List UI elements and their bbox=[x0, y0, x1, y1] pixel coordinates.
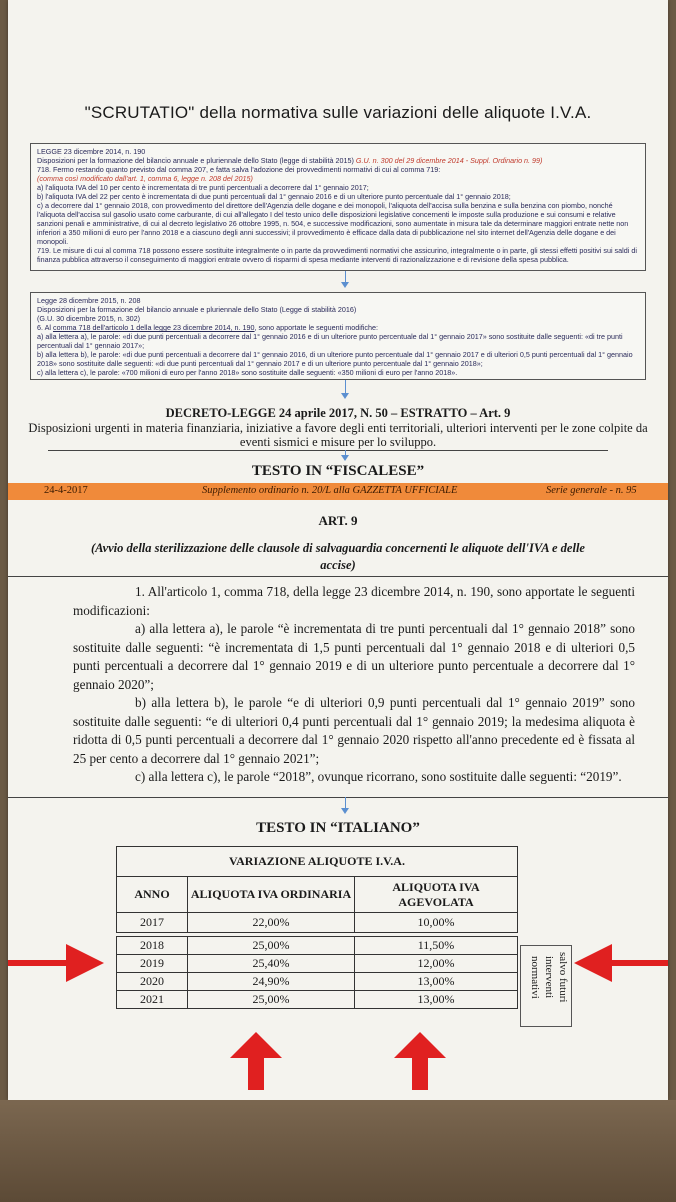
art-heading: ART. 9 bbox=[318, 513, 358, 528]
legge-2014-line7: 719. Le misure di cui al comma 718 possono essere sostituite integralmente o in parte da provvedimenti normativi che assicurino, integralmente o in parte, gli stessi effetti positivi sui saldi di finanza pubblica attraverso il conseguimento di maggiori entrate ovvero di risparmi di spesa mediante interventi di razionalizzazione e di revisione della spesa pubblica. bbox=[37, 246, 637, 264]
connector-4-arrow-icon bbox=[341, 808, 349, 814]
legal-p1: 1. All'articolo 1, comma 718, della legge 23 dicembre 2014, n. 190, sono apportate le seguenti modificazioni: bbox=[73, 584, 635, 618]
red-arrow-right-icon bbox=[8, 938, 108, 988]
red-arrow-up-left-icon bbox=[226, 1030, 286, 1090]
connector-2-arrow-icon bbox=[341, 393, 349, 399]
side-note-line3: normativi bbox=[529, 956, 541, 999]
table-row: 2017 22,00% 10,00% bbox=[117, 913, 518, 933]
table-row: 2021 25,00% 13,00% bbox=[117, 991, 518, 1009]
table-row: 2019 25,40% 12,00% bbox=[117, 955, 518, 973]
legge-2014-line3: (comma così modificato dall'art. 1, comma 6, legge n. 208 del 2015) bbox=[37, 174, 253, 183]
legge-2014-box bbox=[30, 143, 646, 271]
legge-2015-header: Legge 28 dicembre 2015, n. 208 bbox=[37, 296, 141, 305]
gazzetta-date: 24-4-2017 bbox=[44, 485, 88, 496]
table-title: VARIAZIONE ALIQUOTE I.V.A. bbox=[117, 847, 518, 877]
decreto-subtitle: Disposizioni urgenti in materia finanziaria, iniziative a favore degli enti territoriali, ulteriori interventi per le zone colpite da eventi sismici e misure per lo sviluppo. bbox=[28, 421, 648, 449]
col-ordinaria: ALIQUOTA IVA ORDINARIA bbox=[188, 877, 355, 913]
document-title: "SCRUTATIO" della normativa sulle variazioni delle aliquote I.V.A. bbox=[84, 103, 592, 122]
legal-divider bbox=[8, 797, 668, 798]
iva-table-body bbox=[116, 936, 518, 1009]
legge-2015-line1: Disposizioni per la formazione del bilancio annuale e pluriennale dello Stato (Legge di stabilità 2016) bbox=[37, 305, 357, 314]
decreto-heading: DECRETO-LEGGE 24 aprile 2017, N. 50 – ESTRATTO – Art. 9 bbox=[165, 406, 511, 420]
avvio-divider bbox=[8, 576, 668, 577]
legge-2014-line4: a) l'aliquota IVA del 10 per cento è incrementata di tre punti percentuali a decorrere dal 1° gennaio 2017; bbox=[37, 183, 369, 192]
legge-2015-box bbox=[30, 292, 646, 380]
legge-2015-link[interactable]: comma 718 dell'articolo 1 della legge 23 dicembre 2014, n. 190 bbox=[52, 323, 255, 332]
italiano-heading: TESTO IN “ITALIANO” bbox=[256, 820, 420, 836]
legge-2014-line5: b) l'aliquota IVA del 22 per cento è incrementata di due punti percentuali dal 1° gennaio 2016 e di un ulteriore punto percentuale dal 1° gennaio 2018; bbox=[37, 192, 511, 201]
side-note bbox=[520, 945, 572, 1027]
legge-2015-line5: b) alla lettera b), le parole: «di due punti percentuali a decorrere dal 1° gennaio 2016, di un ulteriore punto percentuale dal 1° gennaio 2017 e di ulteriori 0,5 punti percentuali dal 1° gennaio 2018» sono sostituite dalle seguenti: «di due punti percentuali dal 1° gennaio 2017 e di un ulteriore punto percentuale dal 1° gennaio 2018»; bbox=[37, 350, 633, 368]
legge-2014-header: LEGGE 23 dicembre 2014, n. 190 bbox=[37, 147, 146, 156]
gazzetta-right: Serie generale - n. 95 bbox=[546, 485, 637, 496]
connector-3-arrow-icon bbox=[341, 455, 349, 461]
col-anno: ANNO bbox=[117, 877, 188, 913]
document-page bbox=[8, 0, 668, 1100]
legge-2015-line4: a) alla lettera a), le parole: «di due punti percentuali a decorrere dal 1° gennaio 2016 e di un ulteriore punto percentuale dal 1° gennaio 2017» sono sostituite dalle seguenti: «di tre punti percentuali dal 1° gennaio 2017»; bbox=[37, 332, 623, 350]
col-agevolata: ALIQUOTA IVA AGEVOLATA bbox=[355, 877, 518, 913]
decreto-divider bbox=[48, 450, 608, 451]
legge-2014-line6: c) a decorrere dal 1° gennaio 2018, con provvedimento del direttore dell'Agenzia delle dogane e dei monopoli, l'aliquota dell'accisa sulla benzina e sulla benzina con piombo, nonché l'aliquota dell'accisa sul gasolio usato come carburante, di cui all'allegato I del testo unico delle disposizioni legislative concernenti le imposte sulla produzione e sui consumi e relative sanzioni penali e amministrative, di cui al decreto legislativo 26 ottobre 1995, n. 504, e successive modificazioni, sono aumentate in misura tale da determinare maggiori entrate nette non inferiori a 350 milioni di euro per l'anno 2018 e a ciascuno degli anni successivi; il provvedimento è efficace dalla data di pubblicazione nel sito internet dell'Agenzia delle dogane e dei monopoli. bbox=[37, 201, 629, 246]
legge-2015-line6: c) alla lettera c), le parole: «700 milioni di euro per l'anno 2018» sono sostituite dalle seguenti: «350 milioni di euro per l'anno 2018». bbox=[37, 368, 458, 377]
legge-2014-line2: 718. Fermo restando quanto previsto dal comma 207, e fatta salva l'adozione dei provvedimenti normativi di cui al comma 719: bbox=[37, 165, 441, 174]
red-arrow-left-icon bbox=[572, 938, 668, 988]
table-row: 2018 25,00% 11,50% bbox=[117, 937, 518, 955]
legal-p3: b) alla lettera b), le parole “e di ulteriori 0,9 punti percentuali dal 1° gennaio 2019” sono sostituite dalle seguenti: “e di ulteriori 0,4 punti percentuali dal 1° gennaio 2019; la medesima aliquota è ridotta di 0,5 punti percentuali a decorrere dal 1° gennaio 2020 rispetto all'anno precedente ed è fissata al 25 per cento a decorrere dal 1° gennaio 2021”; bbox=[73, 695, 635, 766]
legal-text bbox=[73, 583, 635, 787]
connector-1-arrow-icon bbox=[341, 282, 349, 288]
side-note-line1: salvo futuri bbox=[557, 952, 569, 1003]
legal-p2: a) alla lettera a), le parole “è incrementata di tre punti percentuali dal 1° gennaio 2018” sono sostituite dalle seguenti: “è incrementata di 1,5 punti percentuali dal 1° gennaio 2018 e di ulteriori 0,5 punti percentuali a decorrere dal 1° gennaio 2019 e di un ulteriore punto percentuale a decorrere dal 1° gennaio 2020”; bbox=[73, 621, 635, 692]
gazzetta-center: Supplemento ordinario n. 20/L alla GAZZETTA UFFICIALE bbox=[202, 485, 458, 496]
iva-table-header bbox=[116, 846, 518, 933]
red-arrow-up-right-icon bbox=[390, 1030, 450, 1090]
side-note-line2: interventi bbox=[543, 956, 555, 999]
gazzetta-bar bbox=[8, 483, 668, 500]
avvio-heading: (Avvio della sterilizzazione delle clausole di salvaguardia concernenti le aliquote dell'IVA e delle accise) bbox=[91, 541, 585, 572]
fiscalese-heading: TESTO IN “FISCALESE” bbox=[251, 463, 425, 479]
connector-2 bbox=[345, 380, 346, 394]
decreto-block bbox=[28, 406, 648, 449]
wooden-table-background bbox=[0, 1100, 676, 1202]
legal-p4: c) alla lettera c), le parole “2018”, ovunque ricorrano, sono sostituite dalle seguenti: “2019”. bbox=[135, 769, 622, 784]
table-row: 2020 24,90% 13,00% bbox=[117, 973, 518, 991]
legge-2015-line2: (G.U. 30 dicembre 2015, n. 302) bbox=[37, 314, 141, 323]
legge-2014-line1: Disposizioni per la formazione del bilancio annuale e pluriennale dello Stato (legge di stabilità 2015) G.U. n. 300 del 29 dicembre 2014 - Suppl. Ordinario n. 99) bbox=[37, 156, 543, 165]
legge-2015-line3: 6. Al comma 718 dell'articolo 1 della legge 23 dicembre 2014, n. 190, sono apportate le seguenti modifiche: bbox=[37, 323, 379, 332]
